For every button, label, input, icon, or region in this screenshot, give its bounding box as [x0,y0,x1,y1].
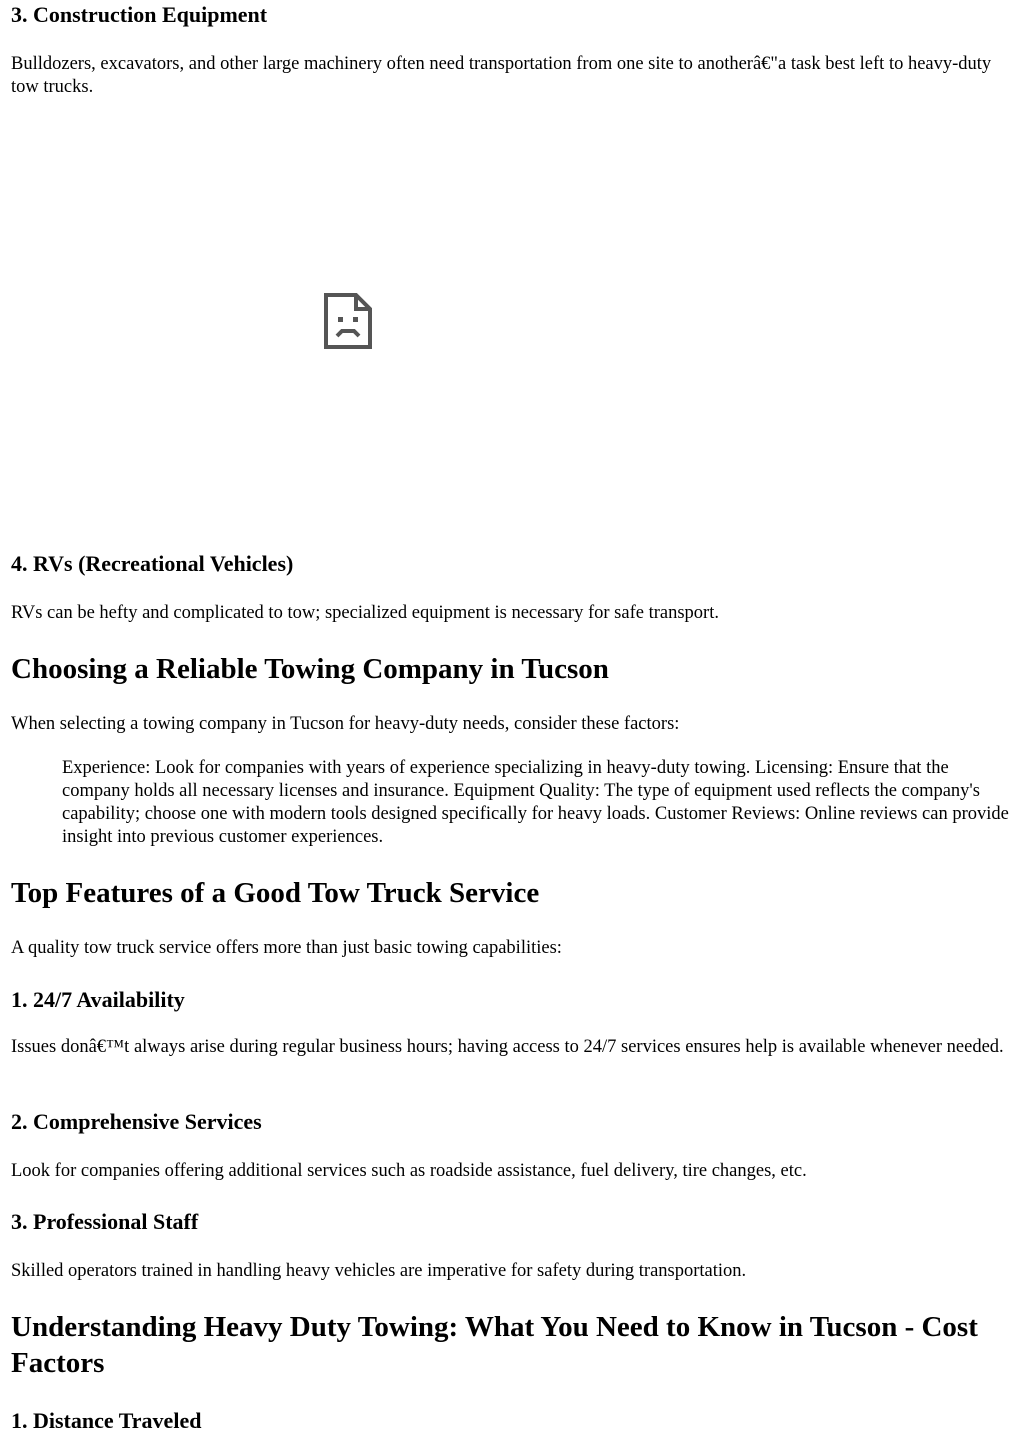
heading-professional-staff: 3. Professional Staff [11,1209,199,1234]
blockquote-choosing-factors: Experience: Look for companies with years of experience specializing in heavy-duty towing. Licensing: Ensure that the company holds all necessary licenses and insurance. Equipment Quality: The type of equipment used reflects the company's capability; choose one with modern tools designed specifically for heavy loads. Customer Reviews: Online reviews can provide insight into previous customer experiences. [62,758,1009,847]
heading-cost-factors: Understanding Heavy Duty Towing: What You Need to Know in Tucson - Cost Factors [11,1311,978,1379]
heading-top-features: Top Features of a Good Tow Truck Service [11,877,540,909]
paragraph-availability: Issues donâ€™t always arise during regular business hours; having access to 24/7 services ensures help is available whenever needed. [11,1037,1004,1057]
heading-distance-traveled: 1. Distance Traveled [11,1408,202,1433]
paragraph-choosing-intro: When selecting a towing company in Tucson for heavy-duty needs, consider these factors: [11,714,680,734]
heading-rvs: 4. RVs (Recreational Vehicles) [11,551,294,576]
paragraph-construction-equipment: Bulldozers, excavators, and other large machinery often need transportation from one site to anotherâ€"a task best left to heavy-duty tow trucks. [11,54,992,97]
paragraph-features-intro: A quality tow truck service offers more than just basic towing capabilities: [11,938,562,958]
heading-comprehensive-services: 2. Comprehensive Services [11,1109,262,1134]
paragraph-comprehensive-services: Look for companies offering additional services such as roadside assistance, fuel delivery, tire changes, etc. [11,1161,807,1181]
heading-availability: 1. 24/7 Availability [11,987,185,1012]
paragraph-rvs: RVs can be hefty and complicated to tow; specialized equipment is necessary for safe transport. [11,603,719,623]
paragraph-professional-staff: Skilled operators trained in handling heavy vehicles are imperative for safety during transportation. [11,1261,747,1281]
heading-construction-equipment: 3. Construction Equipment [11,2,268,27]
heading-choosing-company: Choosing a Reliable Towing Company in Tucson [11,653,609,685]
broken-image-icon [323,292,373,350]
